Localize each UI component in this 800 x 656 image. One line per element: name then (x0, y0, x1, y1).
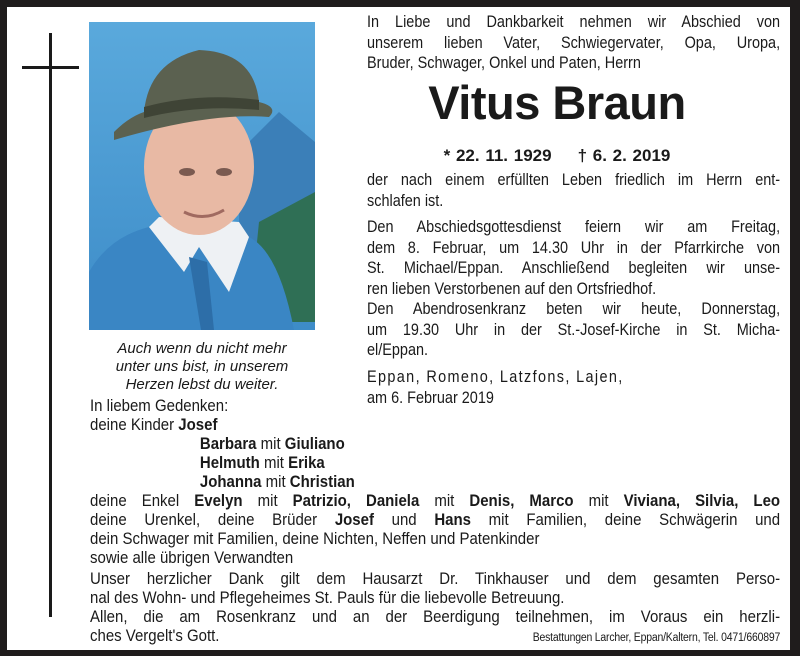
family-heading: In liebem Gedenken: (90, 397, 229, 415)
text-line: ren lieben Verstorbenen auf den Ortsfriedhof. (367, 278, 657, 298)
relatives-line: sowie alle übrigen Verwandten (90, 549, 294, 567)
text-line: el/Eppan. (367, 340, 429, 359)
memorial-quote (89, 340, 315, 394)
child-name: Johanna (199, 473, 262, 491)
connector: mit (259, 454, 289, 472)
children-line (90, 454, 780, 473)
passing-text (367, 170, 780, 211)
death-date: † 6. 2. 2019 (577, 146, 671, 165)
text-line: Den Abendrosenkranz beten wir heute, Donnerstag, (367, 299, 781, 318)
grandchild-name: Patrizio, Daniela (292, 492, 420, 510)
grandchild-name: Evelyn (194, 492, 243, 510)
notice-date: am 6. Februar 2019 (367, 387, 494, 407)
thanks-line: Unser herzlicher Dank gilt dem Hausarzt Dr. Tinkhauser und dem gesamten Perso- (90, 570, 781, 588)
text: mit Familien, deine Schwägerin und (470, 511, 781, 529)
text: deine Enkel (90, 492, 195, 510)
intro-line: unserem lieben Vater, Schwiegervater, Opa, Uropa, (367, 32, 781, 52)
intro-line: In Liebe und Dankbarkeit nehmen wir Abschied von (367, 12, 781, 31)
closing-row (90, 627, 780, 648)
grandchild-name: Viviana, Silvia, Leo (623, 492, 781, 510)
siblings-line (90, 511, 780, 530)
spouse-name: Christian (289, 473, 355, 491)
children-line (90, 473, 780, 492)
thanks-line: ches Vergelt's Gott. (90, 627, 220, 645)
quote-line: Auch wenn du nicht mehr (117, 340, 287, 357)
cross-icon (49, 33, 52, 617)
connector: mit (256, 435, 285, 453)
intro-text (367, 12, 780, 74)
connector: mit (419, 492, 470, 510)
service-text (367, 217, 780, 361)
thanks-line: nal des Wohn- und Pflegeheimes St. Pauls für die liebevolle Betreuung. (90, 589, 565, 607)
text-line: St. Michael/Eppan. Anschließend begleiten wir unse- (367, 258, 781, 277)
connector: mit (573, 492, 624, 510)
text-line: der nach einem erfüllten Leben friedlich im Herrn ent- (367, 170, 781, 189)
child-name: Barbara (199, 435, 257, 453)
grandchild-name: Denis, Marco (469, 492, 574, 510)
text-line: um 19.30 Uhr in der St.-Josef-Kirche in St. Micha- (367, 319, 781, 339)
birth-date: * 22. 11. 1929 (443, 146, 552, 165)
family-list (90, 397, 780, 648)
text-line: dem 8. Februar, um 14.30 Uhr in der Pfarrkirche von (367, 237, 781, 257)
child-name: Josef (178, 416, 218, 434)
text: deine Urenkel, deine Brüder (90, 511, 335, 529)
sibling-name: Hans (434, 511, 471, 529)
text-line: Den Abschiedsgottesdienst feiern wir am Freitag, (367, 217, 781, 236)
connector: mit (242, 492, 293, 510)
children-label: deine Kinder (90, 416, 179, 434)
children-line (90, 435, 780, 454)
intro-line: Bruder, Schwager, Onkel und Paten, Herrn (367, 53, 641, 72)
portrait-photo (89, 22, 315, 330)
quote-line: unter uns bist, in unserem (115, 358, 289, 375)
child-name: Helmuth (199, 454, 260, 472)
thanks-line: Allen, die am Rosenkranz und an der Beerdigung teilnehmen, im Voraus ein herzli- (90, 608, 781, 626)
connector: und (373, 511, 435, 529)
connector: mit (261, 473, 290, 491)
quote-line: Herzen lebst du weiter. (125, 376, 279, 393)
children-line (90, 416, 780, 435)
text-line: schlafen ist. (367, 190, 444, 210)
life-dates (367, 146, 747, 166)
cross-icon-bar (22, 66, 79, 69)
spouse-name: Giuliano (284, 435, 345, 453)
funeral-home-credit: Bestattungen Larcher, Eppan/Kaltern, Tel. 0471/660897 (532, 632, 781, 644)
places: Eppan, Romeno, Latzfons, Lajen, (367, 367, 624, 386)
grandchildren-line (90, 492, 780, 511)
deceased-name: Vitus Braun (428, 76, 686, 129)
sibling-name: Josef (334, 511, 374, 529)
relatives-line: dein Schwager mit Familien, deine Nichten, Neffen und Patenkinder (90, 530, 540, 548)
spouse-name: Erika (288, 454, 325, 472)
